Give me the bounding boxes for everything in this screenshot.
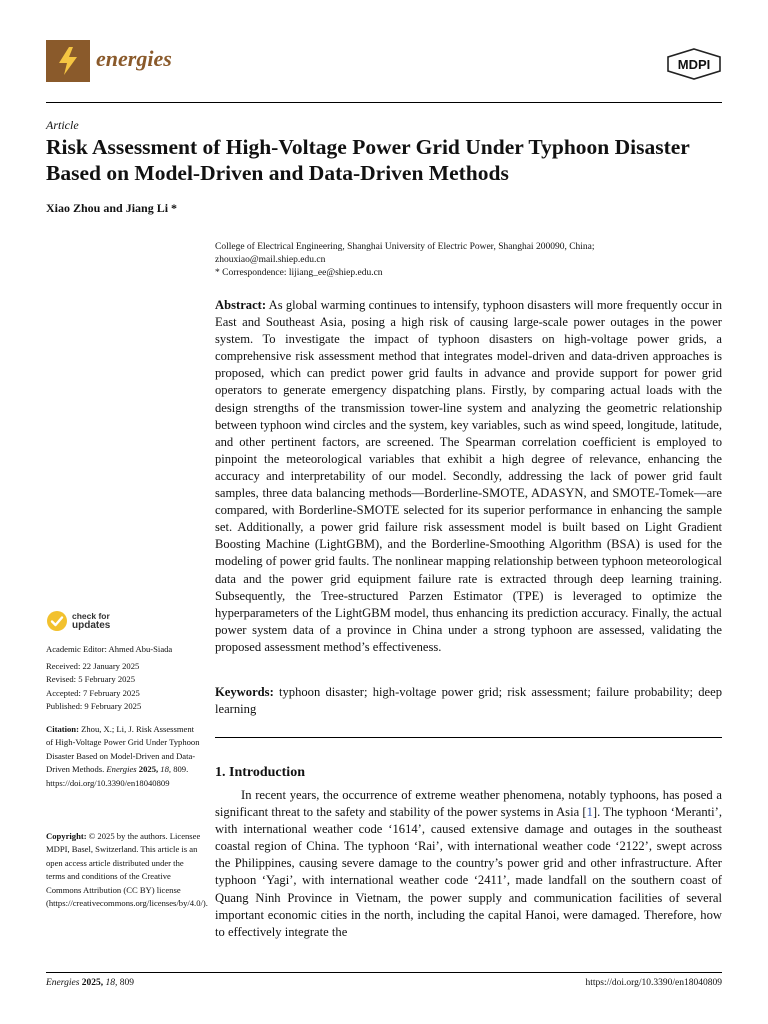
check-updates-text [72, 612, 110, 630]
article-dates [46, 660, 201, 714]
article-title: Risk Assessment of High-Voltage Power Grid Under Typhoon Disaster Based on Model-Driven and Data-Driven Methods [46, 135, 690, 185]
copyright-text: © 2025 by the authors. Licensee MDPI, Basel, Switzerland. This article is an open access article distributed under the terms and conditions of the Creative Commons Attribution (CC BY) license (https://creativecommons.org/licenses/by/4.0/). [46, 831, 208, 909]
footer-page: 809 [119, 978, 135, 988]
citation-journal: Energies [106, 764, 137, 775]
article-type: Article [46, 118, 79, 132]
keywords-label: Keywords: [215, 685, 274, 699]
footer-journal: Energies [46, 978, 80, 988]
footer-volume: 18, [105, 978, 118, 988]
citation-year: 2025, [138, 764, 159, 775]
lightning-bolt-icon [55, 46, 81, 76]
academic-editor: Academic Editor: Ahmed Abu-Siada [46, 644, 173, 654]
footer-year: 2025, [81, 978, 104, 988]
intro-text-start: In recent years, the occurrence of extreme weather phenomena, notably typhoons, has posed a significant threat to the safety and stability of the power systems in Asia [ [215, 788, 722, 820]
footer-rule [46, 972, 722, 973]
check-for-updates-badge[interactable] [46, 610, 110, 632]
citation-doi[interactable]: 809. https://doi.org/10.3390/en18040809 [46, 764, 189, 788]
checkmark-icon [46, 610, 68, 632]
copyright-block [46, 830, 208, 910]
affiliation-line: College of Electrical Engineering, Shanghai University of Electric Power, Shanghai 200090, China; [215, 242, 595, 252]
date-accepted: Accepted: 7 February 2025 [46, 687, 140, 698]
check-updates-line1: check for [72, 611, 110, 621]
affiliation-email[interactable]: zhouxiao@mail.shiep.edu.cn [215, 255, 326, 265]
citation-text: Zhou, X.; Li, J. Risk Assessment of High-Voltage Power Grid Under Typhoon Disaster Based on Model-Driven and Data-Driven Methods. [46, 724, 200, 775]
header-rule [46, 102, 722, 103]
abstract-text: As global warming continues to intensify, typhoon disasters will more frequently occur in East and Southeast Asia, posing a high risk of causing large-scale power outages in the power system. To investigate the impact of typhoon disasters on high-voltage power grids, a comprehensive risk assessment method that integrates model-driven and data-driven approaches is proposed, which can predict power grid faults in advance and provide support for power grid operators to generate emergency dispatching plans. Firstly, by comparing actual loads with the design strengths of the transmission tower-line system and analyzing the geometric relationship between typhoon wind circles and the system, key variables, such as wind speed, longitude, latitude, and other pertinent factors, are screened. The Spearman correlation coefficient is employed to pinpoint the meteorological variables that exhibit a high degree of relevance, enhancing the accuracy and interpretability of our model. Secondly, addressing the lack of power grid fault samples, three data balancing methods—Borderline-SMOTE, ADASYN, and SMOTE-Tomek—are compared, with Borderline-SMOTE selected for its superior performance in enhancing the sample set. Additionally, a power grid failure risk assessment model is built based on Light Gradient Boosting Machine (LightGBM), and the Borderline-Smoothing Algorithm (BSA) is used for the modeling of power grid faults. The nonlinear mapping relationship between typhoon meteorological data and the power grid equipment failure rate is extracted through deep learning training. Subsequently, the Tree-structured Parzen Estimator (TPE) is leveraged to optimize the hyperparameters of the LightGBM model, thus enhancing its prediction accuracy. Finally, the actual power system data of a province in China under a strong typhoon are assessed, validating the proposed assessment method’s effectiveness. [215, 298, 722, 654]
correspondence[interactable]: * Correspondence: lijiang_ee@shiep.edu.cn [215, 268, 383, 278]
introduction-paragraph [215, 787, 722, 941]
abstract-label: Abstract: [215, 298, 267, 312]
citation-link[interactable]: 1 [586, 805, 593, 820]
intro-text-end: ]. The typhoon ‘Meranti’, with international weather code ‘1614’, caused extensive damage and outages in the southeast coastal region of China. The typhoon ‘Rai’, with international weather code ‘2122’, swept across the Philippines, causing severe damage to the country’s power grid and other infrastructure. After typhoon ‘Yagi’, with international weather code ‘2411’, made landfall on the southern coast of Quang Ninh Province in Vietnam, the power supply and communication facilities of several important economic cities in the north, including the capital Hanoi, were damaged. Therefore, how to effectively integrate the [215, 805, 722, 939]
section-divider [215, 737, 722, 738]
authors: Xiao Zhou and Jiang Li * [46, 201, 178, 215]
footer-citation [46, 978, 134, 988]
publisher-name: MDPI [677, 57, 711, 72]
copyright-label: Copyright: [46, 831, 87, 841]
keywords-text: typhoon disaster; high-voltage power grid; risk assessment; failure probability; deep learning [215, 685, 722, 717]
section-heading-introduction: 1. Introduction [215, 765, 305, 780]
citation-label: Citation: [46, 724, 79, 734]
affiliation [215, 241, 722, 280]
abstract [215, 297, 722, 656]
date-received: Received: 22 January 2025 [46, 661, 140, 671]
journal-name: energies [96, 46, 172, 71]
check-updates-line2: updates [72, 620, 111, 631]
date-published: Published: 9 February 2025 [46, 701, 142, 712]
citation-block [46, 723, 201, 790]
footer-doi[interactable]: https://doi.org/10.3390/en18040809 [585, 978, 722, 988]
date-revised: Revised: 5 February 2025 [46, 674, 136, 685]
keywords [215, 684, 722, 718]
journal-logo [46, 40, 90, 82]
mdpi-logo [666, 48, 722, 80]
citation-volume: 18, [160, 764, 172, 775]
